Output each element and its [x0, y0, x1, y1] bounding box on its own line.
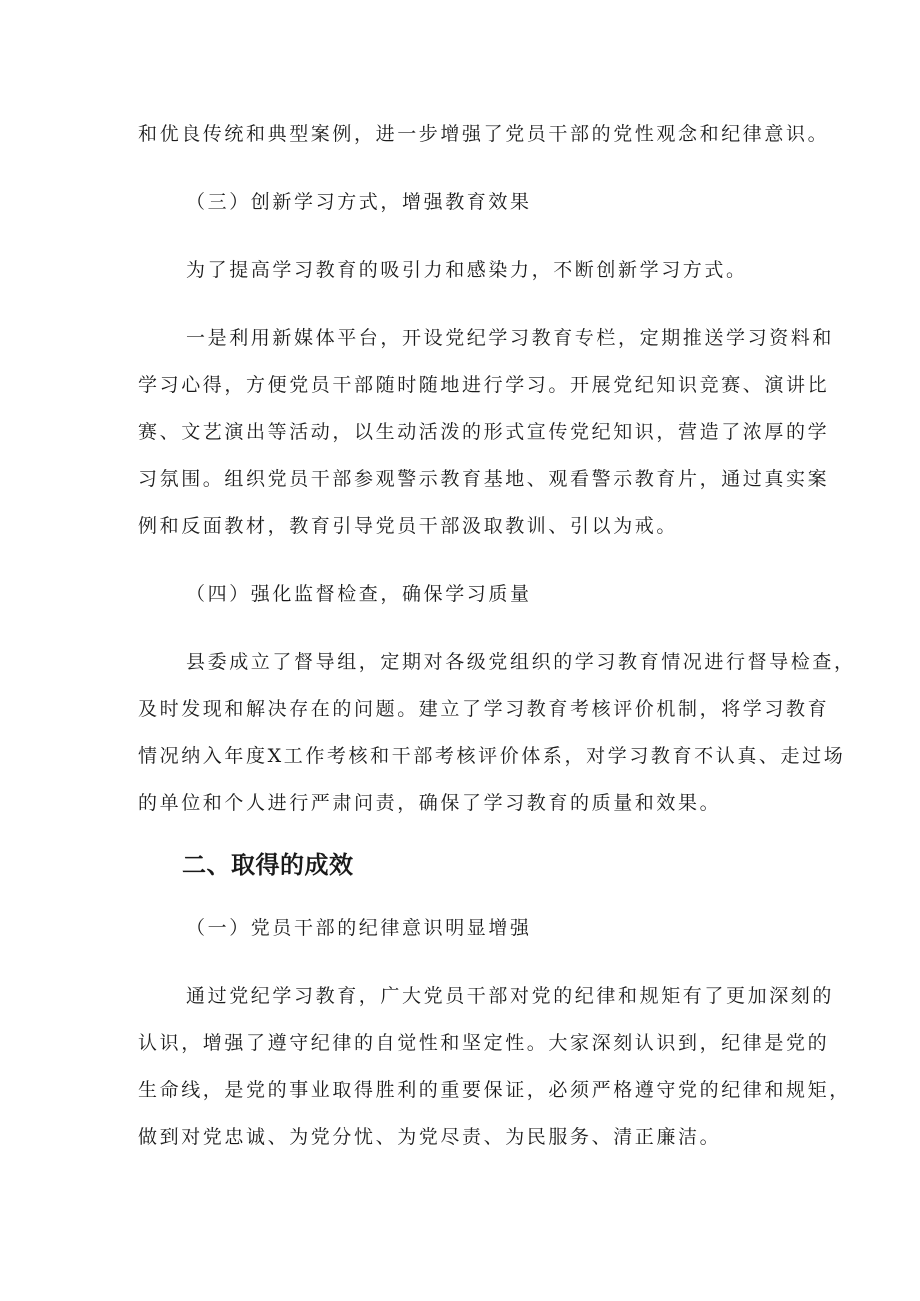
paragraph-line: 一是利用新媒体平台，开设党纪学习教育专栏，定期推送学习资料和: [186, 327, 835, 349]
paragraph-line: 生命线，是党的事业取得胜利的重要保证，必须严格遵守党的纪律和规矩，: [138, 1079, 851, 1101]
paragraph-line: 县委成立了督导组，定期对各级党组织的学习教育情况进行督导检查，: [186, 651, 856, 673]
paragraph-line: 习氛围。组织党员干部参观警示教育基地、观看警示教育片，通过真实案: [138, 468, 830, 490]
paragraph-line: 赛、文艺演出等活动，以生动活泼的形式宣传党纪知识，营造了浓厚的学: [138, 421, 830, 443]
section-subheading: （四）强化监督检查，确保学习质量: [186, 583, 532, 605]
paragraph-line: 例和反面教材，教育引导党员干部汲取教训、引以为戒。: [138, 515, 679, 537]
paragraph-line: 为了提高学习教育的吸引力和感染力，不断创新学习方式。: [186, 259, 748, 281]
section-heading: 二、取得的成效: [182, 851, 354, 879]
paragraph-line: 的单位和个人进行严肃问责，确保了学习教育的质量和效果。: [138, 792, 722, 814]
paragraph-line: 通过党纪学习教育，广大党员干部对党的纪律和规矩有了更加深刻的: [186, 985, 835, 1007]
paragraph-line: 情况纳入年度X工作考核和干部考核评价体系，对学习教育不认真、走过场: [138, 745, 846, 767]
paragraph-line: 认识，增强了遵守纪律的自觉性和坚定性。大家深刻认识到，纪律是党的: [138, 1032, 830, 1054]
paragraph-line: 学习心得，方便党员干部随时随地进行学习。开展党纪知识竞赛、演讲比: [138, 374, 830, 396]
paragraph-line: 和优良传统和典型案例，进一步增强了党员干部的党性观念和纪律意识。: [138, 123, 830, 145]
section-subheading: （一）党员干部的纪律意识明显增强: [186, 917, 532, 939]
paragraph-line: 及时发现和解决存在的问题。建立了学习教育考核评价机制，将学习教育: [138, 698, 830, 720]
paragraph-line: 做到对党忠诚、为党分忧、为党尽责、为民服务、清正廉洁。: [138, 1126, 722, 1148]
section-subheading: （三）创新学习方式，增强教育效果: [186, 191, 532, 213]
